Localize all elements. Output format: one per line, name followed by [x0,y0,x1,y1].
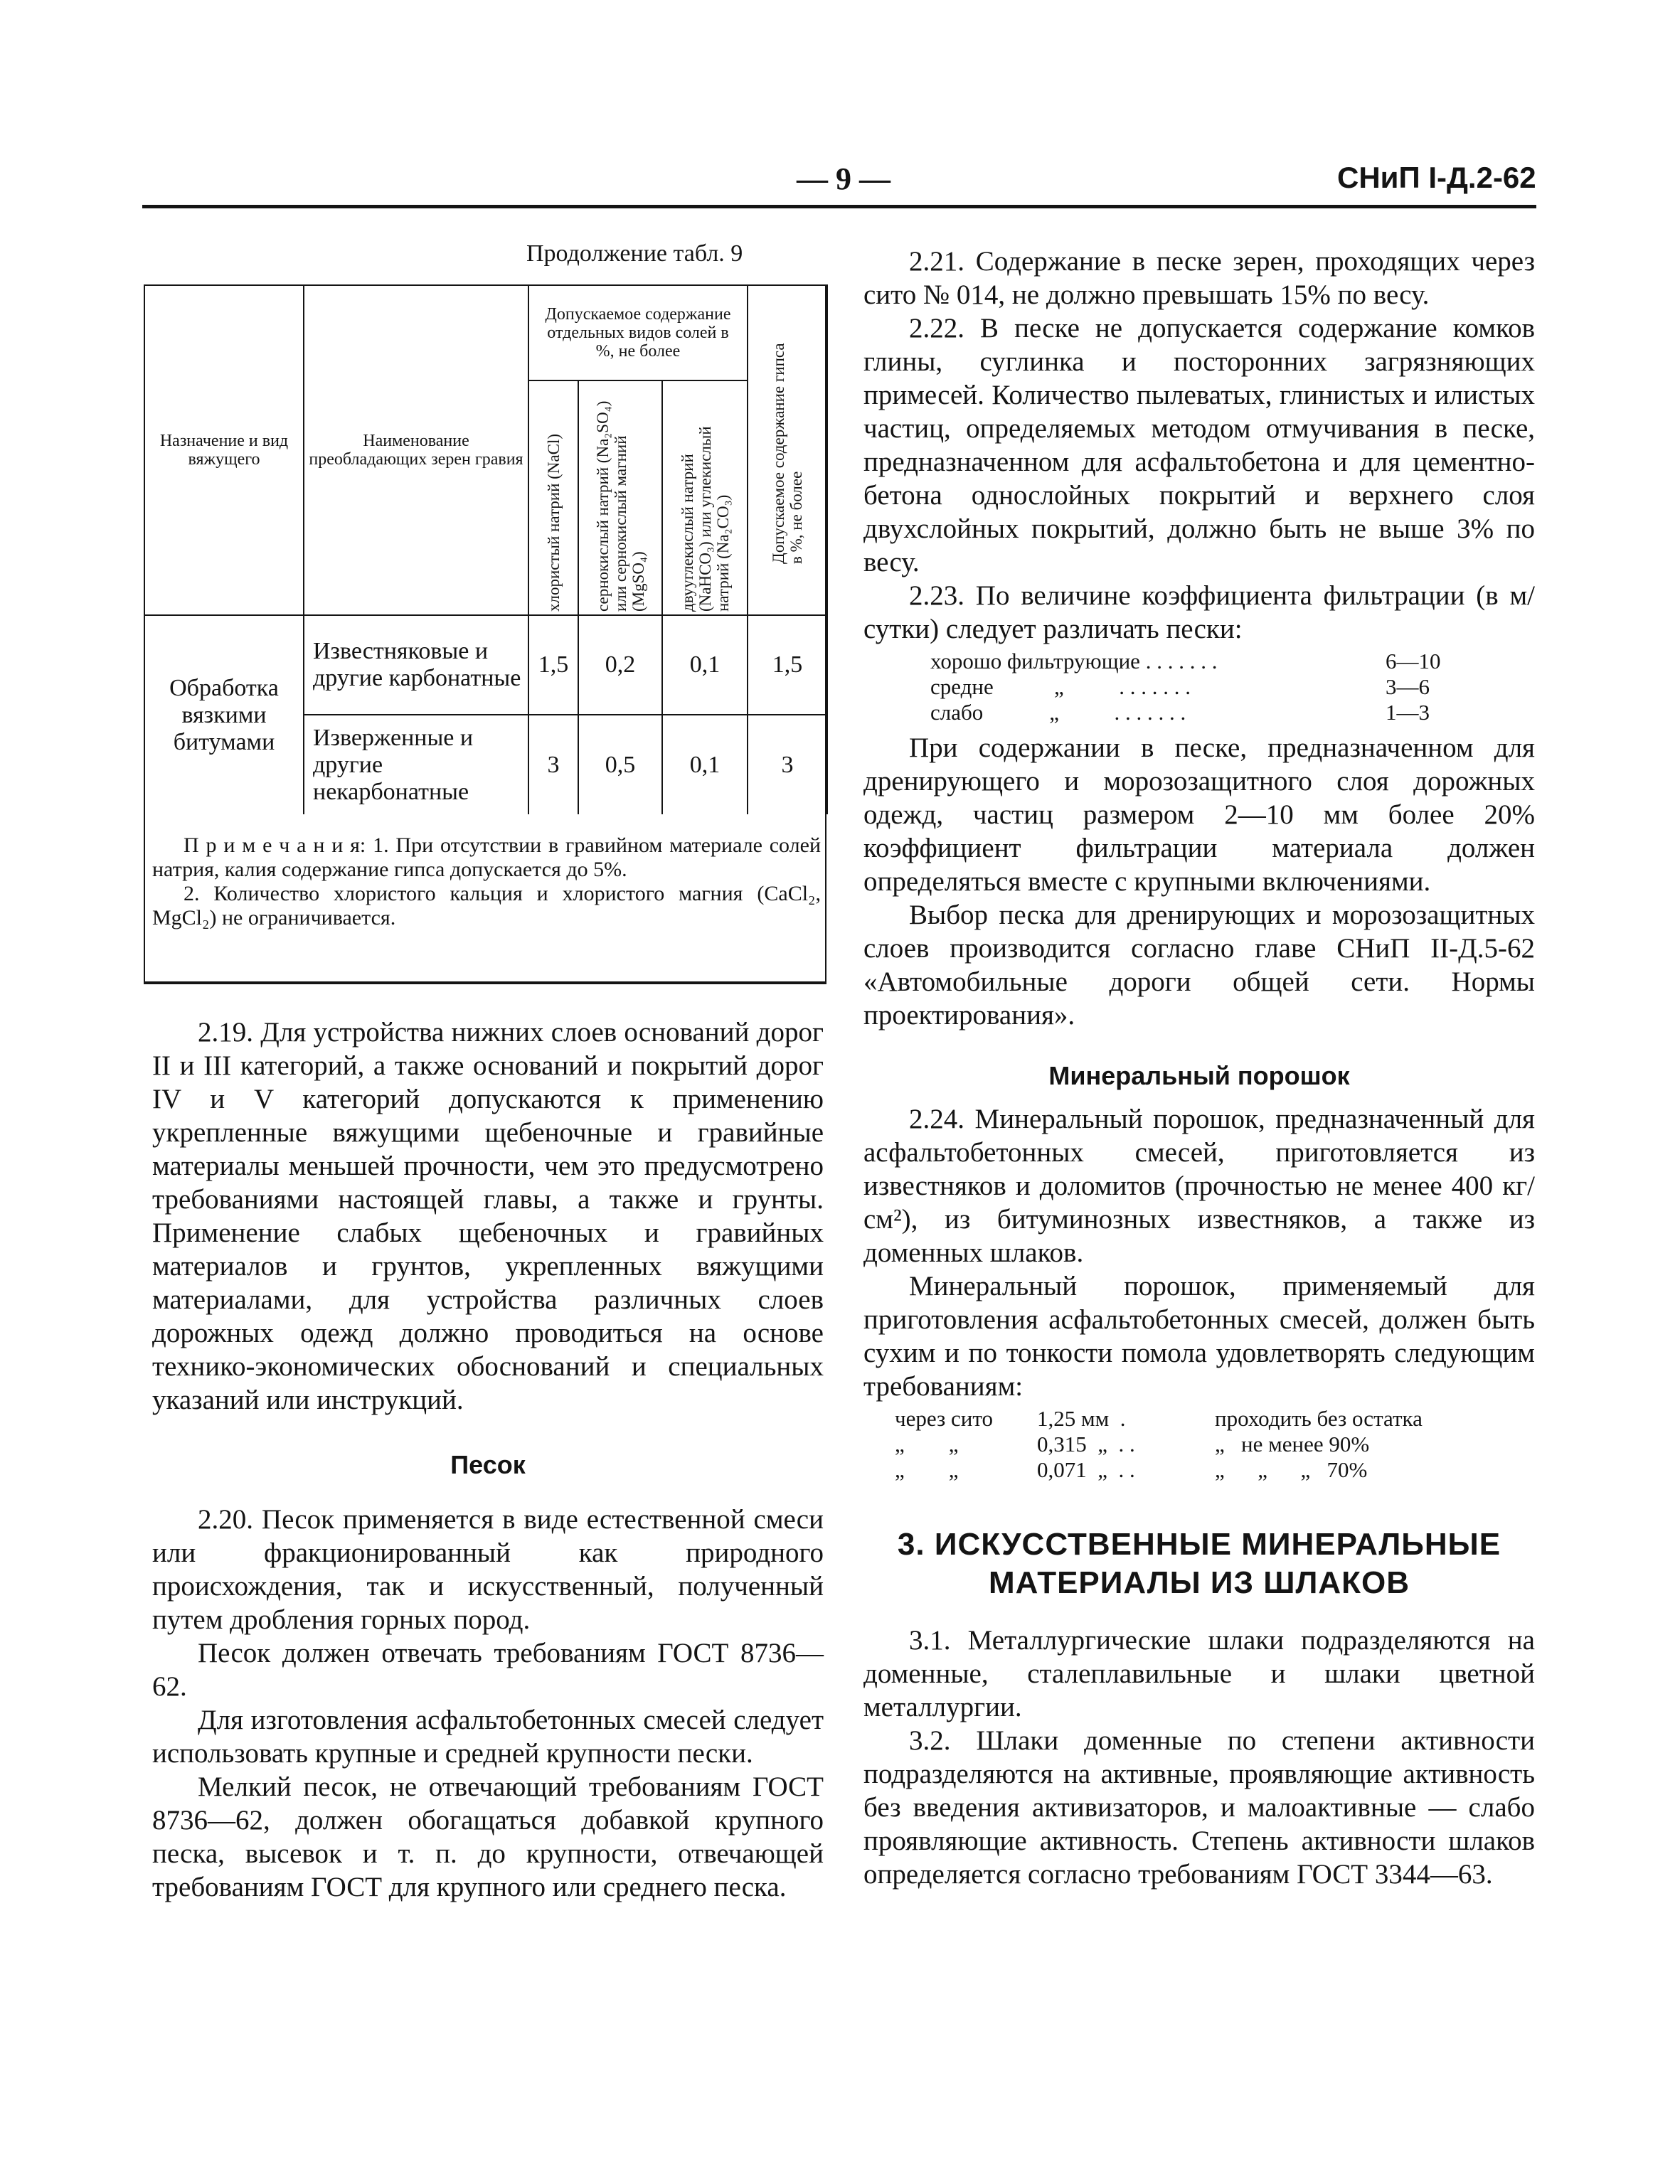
filtration-list [930,649,1535,725]
table-frame-left [144,284,145,981]
paragraph-sand-asphalt: Для изготовления асфальтобетонных смесей следует использовать крупные и средней крупности пески. [152,1705,824,1769]
paragraph-fine-sand: Мелкий песок, не отвечающий требованиям ГОСТ 8736—62, должен обогащаться добавкой крупного песка, высевок и т. п. до крупности, отвечающей требованиям ГОСТ для крупного или среднего песка. [152,1772,824,1902]
row-nacl: 1,5 [528,615,578,715]
paragraph-2-19: 2.19. Для устройства нижних слоев оснований дорог II и III категорий, а также оснований и покрытий дорог IV и V категорий допускаются к применению укрепленные вяжущими щебеночные и гравийные материалы меньшей прочности, чем это предусмотрено требованиями настоящей главы, а также и грунты. Применение слабых щебеночных и гравийных материалов и грунтов, укрепленных вяжущими материалами, для устройства различных слоев дорожных одежд должно проводиться на основе технико-экономических обоснований и специальных указаний или инструкций. [152,1017,824,1415]
row-carbonate: 0,1 [662,715,748,814]
row-gypsum: 1,5 [748,615,827,715]
table-continuation-title: Продолжение табл. 9 [526,240,743,267]
row-gravel: Изверженные и другие некарбонатные [304,715,528,814]
header-nacl: хлористый натрий (NaCl) [528,380,578,615]
paragraph-2-22: 2.22. В песке не допускается содержание комков глины, суглинка и посторонних загрязняющих примесей. Количество пылеватых, глинистых и илистых частиц, определяемых методом отмучивания в песке, предназначенном для асфальтобетона и для цементно-бетона однослойных покрытий и верхнего слоя двухслойных покрытий, должно быть не выше 3% по весу. [863,313,1535,577]
heading-mineral-powder: Минеральный порошок [1048,1061,1350,1090]
table-9 [144,284,828,814]
table-note-1: П р и м е ч а н и я: 1. При отсутствии в гравийном материале солей натрия, калия содержание гипса допускается до 5%. [152,833,821,881]
paragraph-sand-gost: Песок должен отвечать требованиям ГОСТ 8736—62. [152,1638,824,1702]
paragraph-3-1: 3.1. Металлургические шлаки подразделяются на доменные, сталеплавильные и шлаки цветной металлургии. [863,1625,1535,1722]
row-nacl: 3 [528,715,578,814]
document-code: СНиП I-Д.2-62 [1337,161,1536,194]
header-rule [142,205,1536,208]
header-gravel-type: Наименование преобладающих зерен гравия [304,285,528,615]
list-item: „ „ 0,315 „ . . „ не менее 90% [895,1432,1370,1456]
list-item: слабо „ . . . . . . . 1—3 [930,700,1430,725]
left-column [152,1016,824,1904]
table-bottom-rule [144,981,826,984]
paragraph-2-20: 2.20. Песок применяется в виде естественной смеси или фракционированный как природного происхождения, так и искусственный, полученный путем дробления горных пород. [152,1504,824,1635]
header-salts-group: Допускаемое содержание отдельных видов солей в %, не более [528,285,748,380]
list-item: хорошо фильтрующие . . . . . . . 6—10 [930,649,1441,673]
list-item: через сито 1,25 мм . проходить без остатка [895,1406,1423,1431]
paragraph-2-21: 2.21. Содержание в песке зерен, проходящих через сито № 014, не должно превышать 15% по весу. [863,246,1535,310]
row-sulfate: 0,2 [578,615,662,715]
heading-section-3: 3. ИСКУССТВЕННЫЕ МИНЕРАЛЬНЫЕ МАТЕРИАЛЫ ИЗ ШЛАКОВ [897,1527,1501,1600]
paragraph-3-2: 3.2. Шлаки доменные по степени активности подразделяются на активные, проявляющие активность без введения активизаторов, и малоактивные — слабо проявляющие активность. Степень активности шлаков определяется согласно требованиям ГОСТ 3344—63. [863,1725,1535,1890]
table-notes [152,833,821,930]
right-column [863,245,1535,1891]
list-item: средне „ . . . . . . . 3—6 [930,674,1430,699]
row-gypsum: 3 [748,715,827,814]
list-item: „ „ 0,071 „ . . „ „ „ 70% [895,1457,1368,1482]
paragraph-drainage: При содержании в песке, предназначенном для дренирующего и морозозащитного слоя дорожных одежд, частиц размером 2—10 мм более 20% коэффициент фильтрации материала должен определяться вместе с крупными включениями. [863,733,1535,897]
row-carbonate: 0,1 [662,615,748,715]
row-gravel: Известняковые и другие карбонатные [304,615,528,715]
paragraph-2-23: 2.23. По величине коэффициента фильтрации (в м/сутки) следует различать пески: [863,580,1535,644]
paragraph-sand-choice: Выбор песка для дренирующих и морозозащитных слоев производится согласно главе СНиП II-Д.5-62 «Автомобильные дороги общей сети. Нормы проектирования». [863,900,1535,1030]
group-label: Обработка вязкими битумами [144,615,304,814]
header-sulfate: сернокислый натрий (Na₂SO₄) или сернокислый магний (MgSO₄) [578,380,662,615]
heading-sand: Песок [450,1450,526,1479]
sieve-list [895,1406,1535,1483]
page-number: — 9 — [797,161,890,196]
header-carbonate: двууглекислый натрий (NaHCO₃) или углекислый натрий (Na₂CO₃) [662,380,748,615]
table-note-2: 2. Количество хлористого кальция и хлористого магния (CaCl₂, MgCl₂) не ограничивается. [152,882,821,929]
header-gypsum: Допускаемое содержание гипса в %, не более [748,285,827,615]
header-purpose: Назначение и вид вяжущего [144,285,304,615]
paragraph-powder-requirements: Минеральный порошок, применяемый для приготовления асфальтобетонных смесей, должен быть сухим и по тонкости помола удовлетворять следующим требованиям: [863,1271,1535,1402]
paragraph-2-24: 2.24. Минеральный порошок, предназначенный для асфальтобетонных смесей, приготовляется из известняков и доломитов (прочностью не менее 400 кг/см²), из битуминозных известняков, а также из доменных шлаков. [863,1104,1535,1268]
table-frame-right [825,284,826,981]
row-sulfate: 0,5 [578,715,662,814]
